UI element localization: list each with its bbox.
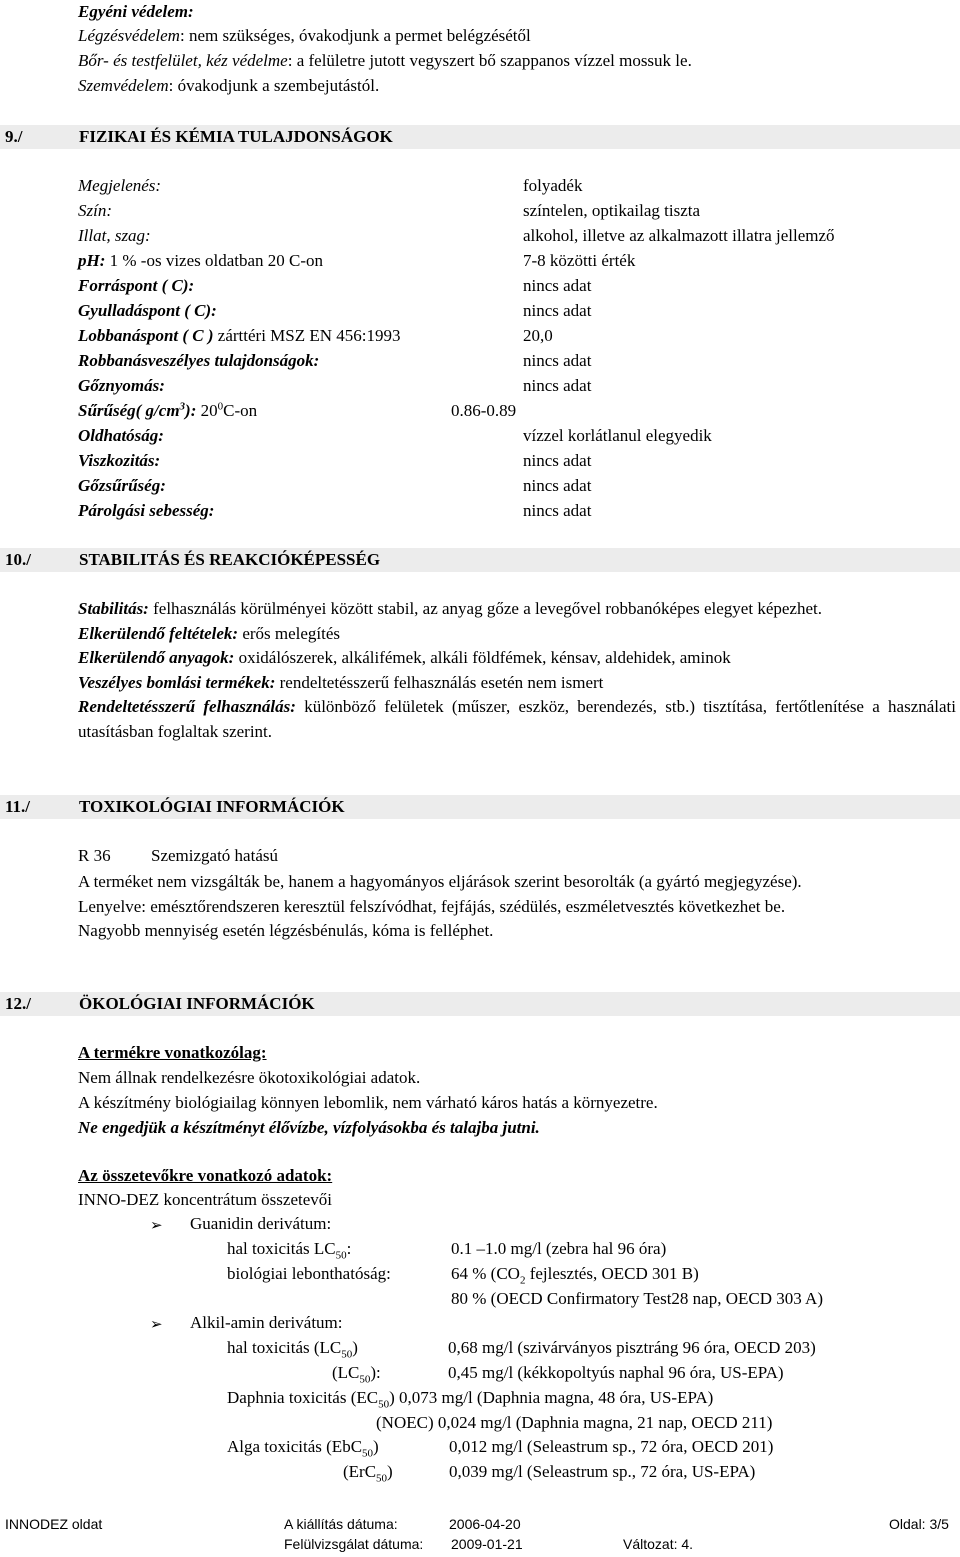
components-heading: Az összetevőkre vonatkozó adatok: xyxy=(78,1166,333,1185)
alkylamine-title: Alkil-amin derivátum: xyxy=(190,1313,343,1332)
density-label-sup: 3 xyxy=(179,400,186,413)
alkylamine-erc-value: 0,039 mg/l (Seleastrum sp., 72 óra, US-EPA) xyxy=(449,1462,756,1481)
flash-point-row xyxy=(78,326,401,346)
components-subheading: INNO-DEZ koncentrátum összetevői xyxy=(78,1190,332,1209)
eye-text: : óvakodjunk a szembejutástól. xyxy=(168,76,380,95)
alkylamine-erc-sub: 50 xyxy=(376,1472,388,1485)
alkylamine-lc-label xyxy=(332,1363,381,1386)
alkylamine-erc-close: ) xyxy=(387,1462,393,1481)
section-11-number: 11./ xyxy=(5,797,31,816)
guanidine-title: Guanidin derivátum: xyxy=(190,1214,332,1233)
guanidine-biodeg-value-2: 80 % (OECD Confirmatory Test28 nap, OECD 303 A) xyxy=(451,1289,823,1308)
footer-revision-label: Felülvizsgálat dátuma: xyxy=(284,1536,424,1552)
eco-warning: Ne engedjük a készítményt élővízbe, vízfolyásokba és talajba jutni. xyxy=(78,1118,540,1137)
section-11-header xyxy=(0,795,960,819)
alkylamine-alga-value: 0,012 mg/l (Seleastrum sp., 72 óra, OECD 201) xyxy=(449,1437,774,1456)
alkylamine-alga-text: Alga toxicitás (EbC xyxy=(227,1437,363,1456)
section-10-number: 10./ xyxy=(5,550,31,569)
alkylamine-noec-value: (NOEC) 0,024 mg/l (Daphnia magna, 21 nap, OECD 211) xyxy=(376,1413,773,1432)
toxicology-paragraphs xyxy=(78,870,956,944)
avoid-materials-text: oxidálószerek, alkálifémek, alkáli földfémek, kénsav, aldehidek, aminok xyxy=(234,648,731,667)
r-phrase-text: Szemizgató hatású xyxy=(151,846,278,865)
respiratory-protection xyxy=(78,26,531,46)
eco-line-2: A készítmény biológiailag könnyen lebomlik, nem várható káros hatás a környezetre. xyxy=(78,1093,658,1112)
eye-protection xyxy=(78,76,379,96)
footer-issue-label: A kiállítás dátuma: xyxy=(284,1516,398,1532)
section-12-header xyxy=(0,992,960,1016)
avoid-conditions-line xyxy=(78,622,956,647)
explosive-properties-label: Robbanásveszélyes tulajdonságok: xyxy=(78,351,320,370)
skin-label: Bőr- és testfelület, kéz védelme xyxy=(78,51,288,70)
section-12-title: ÖKOLÓGIAI INFORMÁCIÓK xyxy=(79,994,315,1013)
alkylamine-erc-label xyxy=(343,1462,393,1485)
odor-label: Illat, szag: xyxy=(78,226,151,245)
flash-point-label: Lobbanáspont ( C ) xyxy=(78,326,214,345)
flash-point-value: 20,0 xyxy=(523,326,553,345)
skin-text: : a felületre jutott vegyszert bő szappanos vízzel mossuk le. xyxy=(287,51,692,70)
vapor-pressure-value: nincs adat xyxy=(523,376,592,395)
boiling-point-label: Forráspont ( C): xyxy=(78,276,195,295)
decomposition-text: rendeltetésszerű felhasználás esetén nem ismert xyxy=(275,672,604,692)
stability-paragraph xyxy=(78,597,956,744)
section-9-header xyxy=(0,125,960,149)
alkylamine-daphnia-label: Daphnia toxicitás (EC xyxy=(227,1388,379,1407)
section-10-header xyxy=(0,548,960,572)
viscosity-label: Viszkozitás: xyxy=(78,451,161,470)
alkylamine-lc-close: ): xyxy=(370,1363,381,1382)
vapor-pressure-label: Gőznyomás: xyxy=(78,376,165,395)
avoid-materials-label: Elkerülendő anyagok: xyxy=(78,648,235,667)
avoid-materials-line xyxy=(78,646,956,671)
product-heading: A termékre vonatkozólag: xyxy=(78,1043,267,1062)
alkylamine-daphnia-close: ) xyxy=(389,1388,395,1407)
personal-protection-heading: Egyéni védelem: xyxy=(78,2,194,21)
eye-label: Szemvédelem xyxy=(78,76,169,95)
alkylamine-fish-value: 0,68 mg/l (szivárványos pisztráng 96 óra, OECD 203) xyxy=(448,1338,816,1357)
section-9-number: 9./ xyxy=(5,127,23,146)
explosive-properties-value: nincs adat xyxy=(523,351,592,370)
density-temp-sup: 0 xyxy=(217,400,224,413)
color-value: színtelen, optikailag tiszta xyxy=(523,201,701,220)
footer-revision-date: 2009-01-21 xyxy=(451,1536,523,1552)
guanidine-biodeg-sub: 2 xyxy=(519,1274,526,1287)
decomposition-label: Veszélyes bomlási termékek: xyxy=(78,672,276,692)
ph-label: pH: xyxy=(78,251,106,270)
footer-issue-date: 2006-04-20 xyxy=(449,1516,521,1532)
arrow-bullet-icon: ➢ xyxy=(150,1315,163,1333)
guanidine-fish-value: 0.1 –1.0 mg/l (zebra hal 96 óra) xyxy=(451,1239,667,1258)
density-label-end: ): xyxy=(185,401,197,420)
avoid-conditions-label: Elkerülendő feltételek: xyxy=(78,623,239,643)
evaporation-rate-label: Párolgási sebesség: xyxy=(78,501,215,520)
vapor-density-label: Gőzsűrűség: xyxy=(78,476,166,495)
appearance-label: Megjelenés: xyxy=(78,176,162,195)
density-temp-unit: C-on xyxy=(223,401,258,420)
guanidine-biodeg-value xyxy=(451,1264,699,1287)
toxicology-ingestion: Lenyelve: emésztőrendszeren keresztül felszívódhat, fejfájás, szédülés, eszméletvesztés következhet be. xyxy=(78,896,786,916)
odor-value: alkohol, illetve az alkalmazott illatra jellemző xyxy=(523,226,835,245)
ignition-point-value: nincs adat xyxy=(523,301,592,320)
avoid-conditions-text: erős melegítés xyxy=(238,623,341,643)
alkylamine-daphnia-value: 0,073 mg/l (Daphnia magna, 48 óra, US-EPA) xyxy=(399,1388,714,1407)
section-10-title: STABILITÁS ÉS REAKCIÓKÉPESSÉG xyxy=(79,550,381,569)
alkylamine-lc-text: (LC xyxy=(332,1363,360,1382)
guanidine-fish-colon: : xyxy=(346,1239,352,1258)
alkylamine-alga-label xyxy=(227,1437,379,1460)
guanidine-fish-sub: 50 xyxy=(335,1249,347,1262)
alkylamine-fish-sub: 50 xyxy=(341,1348,353,1361)
alkylamine-fish-label-text: hal toxicitás (LC xyxy=(227,1338,342,1357)
vapor-density-value: nincs adat xyxy=(523,476,592,495)
alkylamine-alga-sub: 50 xyxy=(362,1447,374,1460)
intended-use-line xyxy=(78,695,956,744)
density-row xyxy=(78,401,257,421)
flash-point-method: zárttéri MSZ EN 456:1993 xyxy=(213,326,401,345)
evaporation-rate-value: nincs adat xyxy=(523,501,592,520)
color-label: Szín: xyxy=(78,201,112,220)
stability-line xyxy=(78,597,956,622)
guanidine-fish-label-text: hal toxicitás LC xyxy=(227,1239,336,1258)
skin-protection xyxy=(78,51,692,71)
section-11-title: TOXIKOLÓGIAI INFORMÁCIÓK xyxy=(79,797,345,816)
section-9-title: FIZIKAI ÉS KÉMIA TULAJDONSÁGOK xyxy=(79,127,393,146)
footer-version: Változat: 4. xyxy=(623,1536,694,1552)
resp-label: Légzésvédelem xyxy=(78,26,180,45)
alkylamine-fish-close: ) xyxy=(352,1338,358,1357)
footer-page-number: Oldal: 3/5 xyxy=(889,1516,949,1532)
density-value: 0.86-0.89 xyxy=(451,401,517,420)
alkylamine-lc-value: 0,45 mg/l (kékkopoltyús naphal 96 óra, US-EPA) xyxy=(448,1363,784,1382)
guanidine-biodeg-label: biológiai lebonthatóság: xyxy=(227,1264,391,1283)
resp-text: : nem szükséges, óvakodjunk a permet belégzésétől xyxy=(179,26,531,45)
arrow-bullet-icon: ➢ xyxy=(150,1216,163,1234)
intended-use-text: különböző felületek (műszer, eszköz, berendezés, stb.) tisztítása, fertőtlenítése a használati utasításban foglaltak szerint. xyxy=(78,697,956,741)
guanidine-fish-label xyxy=(227,1239,352,1262)
alkylamine-daphnia-sub: 50 xyxy=(378,1398,390,1411)
solubility-label: Oldhatóság: xyxy=(78,426,164,445)
boiling-point-value: nincs adat xyxy=(523,276,592,295)
section-12-number: 12./ xyxy=(5,994,31,1013)
alkylamine-erc-text: (ErC xyxy=(343,1462,377,1481)
appearance-value: folyadék xyxy=(523,176,583,195)
ph-condition: 1 % -os vizes oldatban 20 C-on xyxy=(105,251,324,270)
density-label-text: Sűrűség( g/cm xyxy=(78,401,180,420)
alkylamine-daphnia-row xyxy=(227,1388,714,1411)
ph-row xyxy=(78,251,323,271)
stability-text: felhasználás körülményei között stabil, az anyag gőze a levegővel robbanóképes elegyet képezhet. xyxy=(148,599,822,618)
solubility-value: vízzel korlátlanul elegyedik xyxy=(523,426,712,445)
density-label xyxy=(78,401,196,420)
alkylamine-fish-label xyxy=(227,1338,358,1361)
toxicology-note: A terméket nem vizsgálták be, hanem a hagyományos eljárások szerint besorolták (a gyártó megjegyzése). xyxy=(78,872,802,891)
ignition-point-label: Gyulladáspont ( C): xyxy=(78,301,217,320)
toxicology-large-amount: Nagyobb mennyiség esetén légzésbénulás, kóma is felléphet. xyxy=(78,921,494,940)
footer-document-name: INNODEZ oldat xyxy=(5,1516,103,1532)
r-phrase-code: R 36 xyxy=(78,846,111,865)
decomposition-line xyxy=(78,671,956,696)
intended-use-label: Rendeltetésszerű felhasználás: xyxy=(78,697,296,716)
guanidine-biodeg-v2: fejlesztés, OECD 301 B) xyxy=(525,1264,699,1283)
alkylamine-alga-close: ) xyxy=(373,1437,379,1456)
density-temp: 20 xyxy=(196,401,218,420)
eco-line-1: Nem állnak rendelkezésre ökotoxikológiai adatok. xyxy=(78,1068,421,1087)
stability-label: Stabilitás: xyxy=(78,599,149,618)
alkylamine-lc-sub: 50 xyxy=(359,1373,371,1386)
ph-value: 7-8 közötti érték xyxy=(523,251,636,270)
guanidine-biodeg-v1: 64 % (CO xyxy=(451,1264,520,1283)
viscosity-value: nincs adat xyxy=(523,451,592,470)
